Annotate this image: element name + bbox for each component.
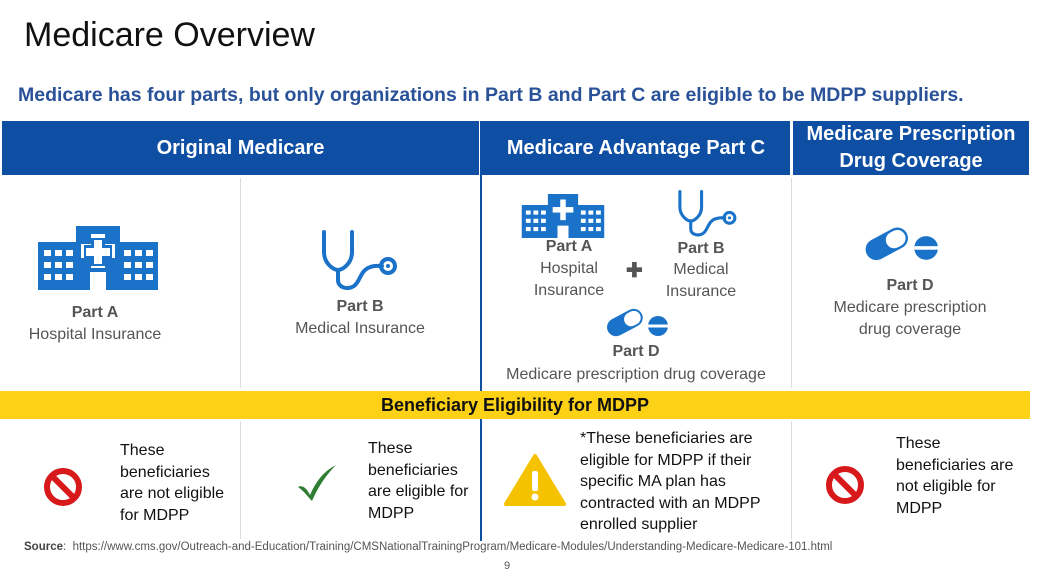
column-divider <box>240 421 241 539</box>
part-a-name: Part A <box>71 304 119 321</box>
eligibility-line: MDPP <box>896 499 943 517</box>
column-divider <box>240 178 241 388</box>
eligibility-line: for MDPP <box>120 506 190 524</box>
eligibility-line: enrolled supplier <box>580 516 698 533</box>
checkmark-icon <box>296 463 338 503</box>
prohibited-icon <box>43 467 83 507</box>
plus-icon: ✚ <box>626 260 643 282</box>
pills-icon <box>862 218 938 266</box>
prohibited-icon <box>825 465 865 505</box>
part-c-d-desc: Medicare prescription drug coverage <box>506 366 766 383</box>
source-url[interactable]: https://www.cms.gov/Outreach-and-Education/Training/CMSNationalTrainingProgram/Medicare-Modules/Understanding-Medicare-Medicare-101.html <box>72 541 833 553</box>
eligibility-heading: Beneficiary Eligibility for MDPP <box>0 391 1030 419</box>
part-b-desc: Medical Insurance <box>295 320 425 337</box>
part-d-desc-line2: drug coverage <box>858 321 962 338</box>
part-c-a-name: Part A <box>545 238 593 255</box>
header-medicare-advantage: Medicare Advantage Part C <box>482 121 790 175</box>
eligibility-part-a <box>120 440 224 526</box>
part-c-b-name: Part B <box>677 240 725 257</box>
eligibility-part-d <box>896 433 1013 519</box>
pills-icon <box>604 303 668 339</box>
eligibility-line: These <box>120 442 165 459</box>
eligibility-line: beneficiaries are <box>896 456 1014 474</box>
part-c-d-name: Part D <box>612 343 660 360</box>
eligibility-line: are eligible for <box>368 483 469 500</box>
header-original-medicare: Original Medicare <box>2 121 479 175</box>
eligibility-line: are not eligible <box>120 485 225 502</box>
column-divider <box>791 178 792 388</box>
hospital-icon <box>38 226 158 290</box>
part-c-b-desc <box>651 259 751 303</box>
part-d-desc-line1: Medicare prescription <box>833 299 987 316</box>
eligibility-part-b <box>368 438 469 524</box>
header-prescription-coverage <box>793 121 1029 175</box>
eligibility-line: *These beneficiaries are <box>580 430 753 447</box>
eligibility-line: specific MA plan has <box>580 473 726 490</box>
eligibility-line: contracted with an MDPP <box>580 494 761 512</box>
part-c-b-desc-line2: Insurance <box>665 283 737 300</box>
header-prescription-line2: Drug Coverage <box>839 150 983 172</box>
column-divider <box>480 121 482 541</box>
part-c-b-desc-line1: Medical <box>673 261 729 278</box>
hospital-icon <box>521 194 605 238</box>
header-prescription-line1: Medicare Prescription <box>806 123 1016 145</box>
part-c-a-desc-line1: Hospital <box>540 260 598 277</box>
part-b-name: Part B <box>336 298 384 315</box>
source-citation: Source: https://www.cms.gov/Outreach-and-Education/Training/CMSNationalTrainingProgram/Medicare-Modules/Understanding-Medicare-Medicare-101.html <box>24 541 833 553</box>
column-divider <box>791 421 792 539</box>
eligibility-line: beneficiaries <box>120 463 210 481</box>
eligibility-line: not eligible for <box>896 478 996 495</box>
stethoscope-icon <box>320 230 398 292</box>
page-number: 9 <box>504 560 511 572</box>
eligibility-line: MDPP <box>368 504 415 522</box>
part-c-a-desc <box>519 258 619 302</box>
part-c-a-desc-line2: Insurance <box>533 282 605 299</box>
eligibility-line: These <box>368 440 413 457</box>
page-title: Medicare Overview <box>24 16 315 54</box>
warning-icon <box>504 453 566 507</box>
page-subtitle: Medicare has four parts, but only organizations in Part B and Part C are eligible to be MDPP suppliers. <box>18 84 964 106</box>
part-d-name: Part D <box>886 277 934 294</box>
part-a-desc: Hospital Insurance <box>28 326 162 343</box>
eligibility-line: eligible for MDPP if their <box>580 451 752 469</box>
source-label: Source <box>24 541 63 553</box>
eligibility-line: These <box>896 435 941 452</box>
eligibility-line: beneficiaries <box>368 461 458 479</box>
eligibility-part-c <box>580 428 761 536</box>
stethoscope-icon <box>676 190 738 238</box>
part-d-desc <box>810 297 1010 341</box>
